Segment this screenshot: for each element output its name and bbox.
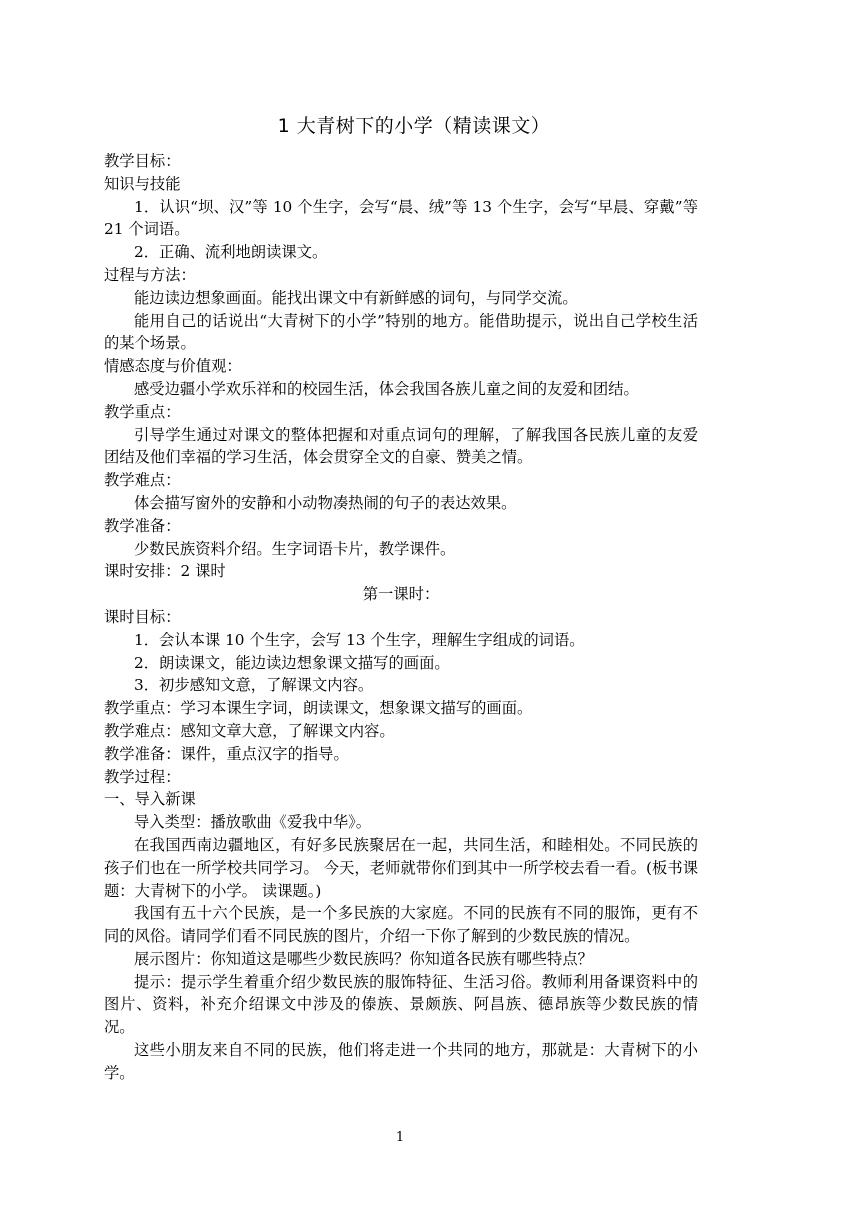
text-line: 过程与方法： [104, 265, 196, 284]
text-line: 第一课时： [362, 585, 440, 604]
text-line: 感受边疆小学欢乐祥和的校园生活，体会我国各族儿童之间的友爱和团结。 [134, 379, 639, 398]
text-line: 教学难点： [104, 471, 181, 490]
text-line: 教学难点：感知文章大意，了解课文内容。 [104, 721, 395, 740]
text-line: 体会描写窗外的安静和小动物凑热闹的句子的表达效果。 [134, 493, 517, 512]
text-line: 引导学生通过对课文的整体把握和对重点词句的理解，了解我国各民族儿童的友爱团结及他们幸福的学习生活，体会贯穿全文的自豪、赞美之情。 [104, 425, 698, 467]
document-page [104, 112, 698, 1085]
text-line: 教学准备： [104, 516, 181, 535]
text-line: 少数民族资料介绍。生字词语卡片，教学课件。 [134, 539, 456, 558]
lesson-body [104, 150, 698, 1085]
text-line: 1．认识“坝、汉”等 10 个生字，会写“晨、绒”等 13 个生字，会写“早晨、穿戴”等 21 个词语。 [104, 197, 698, 239]
text-line: 2．正确、流利地朗读课文。 [134, 243, 328, 262]
text-line: 这些小朋友来自不同的民族，他们将走进一个共同的地方，那就是：大青树下的小学。 [104, 1041, 698, 1082]
text-line: 课时目标： [104, 607, 181, 626]
text-line: 课时安排：2 课时 [104, 562, 226, 581]
text-line: 一、导入新课 [104, 790, 196, 809]
text-line: 提示：提示学生着重介绍少数民族的服饰特征、生活习俗。教师利用备课资料中的图片、资料，补充介绍课文中涉及的傣族、景颇族、阿昌族、德昂族等少数民族的情况。 [104, 972, 698, 1037]
text-line: 3．初步感知文意，了解课文内容。 [134, 676, 374, 695]
text-line: 教学准备：课件，重点汉字的指导。 [104, 744, 349, 763]
text-line: 知识与技能 [104, 174, 181, 193]
text-line: 教学目标： [104, 152, 181, 170]
text-line: 展示图片：你知道这是哪些少数民族吗？你知道各民族有哪些特点？ [134, 949, 593, 968]
text-line: 我国有五十六个民族，是一个多民族的大家庭。不同的民族有不同的服饰，更有不同的风俗。请同学们看不同民族的图片，介绍一下你了解到的少数民族的情况。 [104, 904, 698, 946]
text-line: 能边读边想象画面。能找出课文中有新鲜感的词句，与同学交流。 [134, 288, 578, 307]
page-number: 1 [395, 1130, 405, 1145]
text-line: 情感态度与价值观： [104, 357, 242, 376]
text-line: 1．会认本课 10 个生字，会写 13 个生字，理解生字组成的词语。 [134, 630, 585, 649]
text-line: 教学重点：学习本课生字词，朗读课文，想象课文描写的画面。 [104, 699, 533, 718]
text-line: 在我国西南边疆地区，有好多民族聚居在一起，共同生活，和睦相处。不同民族的孩子们也在一所学校共同学习。 今天，老师就带你们到其中一所学校去看一看。(板书课题：大青树下的小学。 读课题。) [104, 835, 698, 900]
text-line: 教学过程： [104, 767, 181, 786]
text-line: 2．朗读课文，能边读边想象课文描写的画面。 [134, 653, 450, 672]
text-line: 教学重点： [104, 402, 181, 421]
text-line: 能用自己的话说出“大青树下的小学”特别的地方。能借助提示，说出自己学校生活的某个场景。 [104, 311, 698, 353]
lesson-title: 1 大青树下的小学（精读课文） [277, 115, 551, 137]
text-line: 导入类型：播放歌曲《爱我中华》。 [134, 813, 372, 832]
